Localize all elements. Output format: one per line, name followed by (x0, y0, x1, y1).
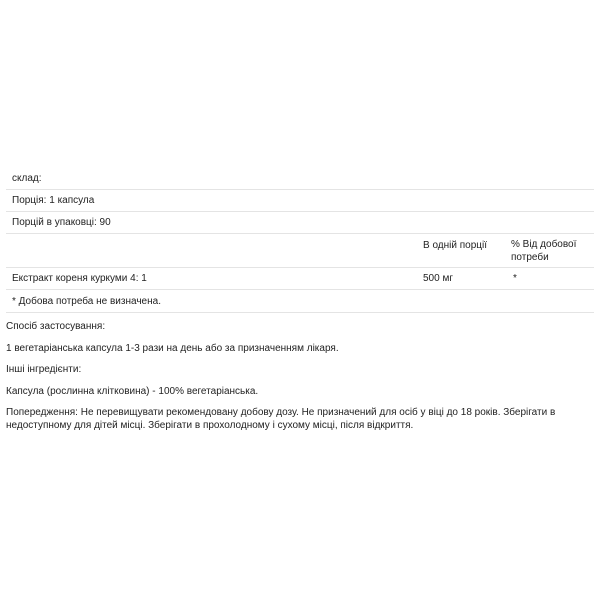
ingredient-daily-value: * (513, 273, 517, 284)
facts-title-row (6, 168, 594, 190)
serving-size: Порція: 1 капсула (12, 195, 95, 206)
facts-title: склад: (12, 173, 42, 184)
warning-text: Попередження: Не перевищувати рекомендовану добову дозу. Не призначений для осіб у віці до 18 років. Зберігати в недоступному для дітей місці. Зберігати в прохолодному і сухому місці, після відкриття. (6, 407, 556, 431)
usage-text: 1 вегетаріанська капсула 1-3 рази на день або за призначенням лікаря. (6, 343, 339, 354)
amount-per-serving-header: В одній порції (423, 240, 487, 251)
facts-footnote-row (6, 290, 594, 313)
ingredient-row (6, 268, 594, 290)
supplement-facts-table (6, 168, 594, 313)
daily-value-header: % Від добової потреби (511, 239, 577, 263)
ingredient-name: Екстракт кореня куркуми 4: 1 (12, 273, 147, 284)
facts-footnote: * Добова потреба не визначена. (12, 295, 161, 307)
other-ingredients-heading: Інші інгредієнти: (6, 364, 82, 375)
servings-per-container-row (6, 212, 594, 234)
ingredient-amount: 500 мг (423, 273, 453, 284)
servings-per-container: Порцій в упаковці: 90 (12, 217, 111, 228)
facts-header-row (6, 234, 594, 268)
other-ingredients-text: Капсула (рослинна клітковина) - 100% вегетаріанська. (6, 386, 259, 397)
usage-heading: Спосіб застосування: (6, 321, 106, 332)
serving-size-row (6, 190, 594, 212)
